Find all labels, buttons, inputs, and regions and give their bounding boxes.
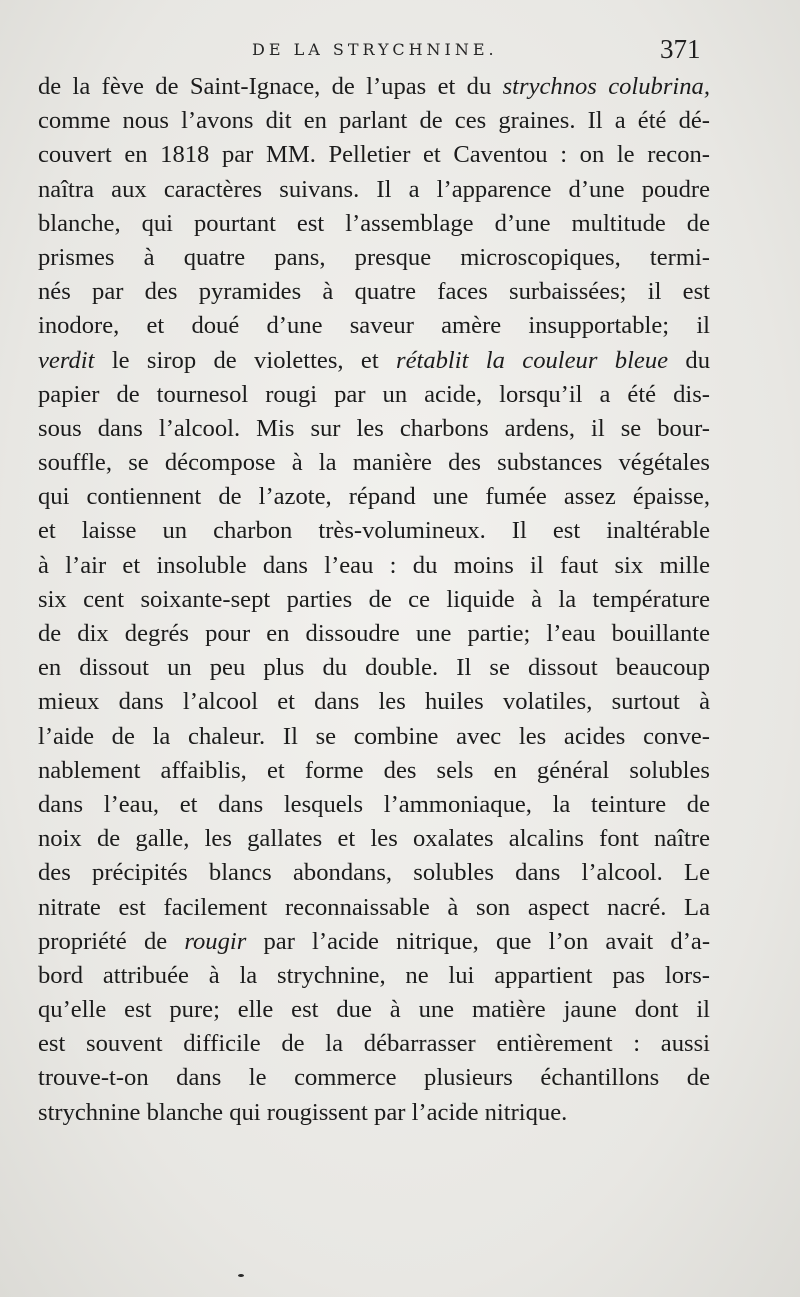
- text-line: [38, 891, 710, 925]
- text-line: [38, 1096, 710, 1130]
- text-span: est souvent difficile de la débarrasser entièrement : aussi: [38, 1030, 710, 1058]
- text-span: du: [668, 346, 711, 374]
- text-line: [38, 549, 710, 583]
- text-line: [38, 514, 710, 548]
- text-span: trouve-t-on dans le commerce plusieurs échantillons de: [38, 1064, 710, 1092]
- body-text: [38, 70, 710, 1130]
- text-line: [38, 822, 710, 856]
- text-span: souffle, se décompose à la manière des substances végétales: [38, 449, 710, 477]
- running-head: DE LA STRYCHNINE.: [252, 40, 498, 59]
- text-span: inodore, et doué d’une saveur amère insupportable; il: [38, 312, 710, 340]
- text-line: [38, 241, 710, 275]
- text-span: blanche, qui pourtant est l’assemblage d’une multitude de: [38, 209, 710, 237]
- text-span: de la fève de Saint-Ignace, de l’upas et du: [38, 73, 503, 100]
- text-line: [38, 138, 710, 172]
- text-span: l’aide de la chaleur. Il se combine avec les acides conve-: [38, 722, 710, 750]
- text-line: [38, 1027, 710, 1061]
- text-span: propriété de: [38, 927, 185, 955]
- text-line: [38, 173, 710, 207]
- text-span: qu’elle est pure; elle est due à une matière jaune dont il: [38, 996, 710, 1024]
- text-line: [38, 104, 710, 138]
- text-line: [38, 1061, 710, 1095]
- text-line: [38, 70, 710, 104]
- text-line: [38, 207, 710, 241]
- page-number: 371: [660, 34, 701, 64]
- text-span: papier de tournesol rougi par un acide, lorsqu’il a été dis-: [38, 380, 710, 408]
- text-line: [38, 378, 710, 412]
- text-span: à l’air et insoluble dans l’eau : du moins il faut six mille: [38, 551, 710, 579]
- italic-text: verdit: [38, 346, 95, 374]
- text-span: prismes à quatre pans, presque microscopiques, termi-: [38, 243, 710, 271]
- text-span: dans l’eau, et dans lesquels l’ammoniaque, la teinture de: [38, 790, 710, 818]
- text-line: [38, 480, 710, 514]
- italic-text: rétablit la couleur bleue: [396, 346, 669, 374]
- text-line: [38, 446, 710, 480]
- text-span: nés par des pyramides à quatre faces surbaissées; il est: [38, 278, 710, 306]
- text-span: mieux dans l’alcool et dans les huiles volatiles, surtout à: [38, 688, 710, 716]
- text-line: [38, 412, 710, 446]
- text-span: qui contiennent de l’azote, répand une fumée assez épaisse,: [38, 483, 710, 511]
- text-span: sous dans l’alcool. Mis sur les charbons ardens, il se bour-: [38, 414, 710, 442]
- text-span: et laisse un charbon très-volumineux. Il est inaltérable: [38, 517, 710, 545]
- text-span: le sirop de violettes, et: [94, 346, 397, 374]
- text-span: couvert en 1818 par MM. Pelletier et Caventou : on le recon-: [38, 141, 710, 169]
- text-line: [38, 720, 710, 754]
- text-span: six cent soixante-sept parties de ce liquide à la température: [38, 585, 710, 613]
- text-span: de dix degrés pour en dissoudre une partie; l’eau bouillante: [38, 620, 710, 647]
- text-span: en dissout un peu plus du double. Il se dissout beaucoup: [38, 654, 710, 682]
- text-span: naîtra aux caractères suivans. Il a l’apparence d’une poudre: [38, 175, 710, 203]
- text-span: bord attribuée à la strychnine, ne lui appartient pas lors-: [38, 961, 710, 989]
- text-span: nablement affaiblis, et forme des sels en général solubles: [38, 756, 710, 784]
- italic-text: strychnos colubrina,: [502, 73, 710, 100]
- text-line: [38, 959, 710, 993]
- text-line: [38, 309, 710, 343]
- text-span: nitrate est facilement reconnaissable à son aspect nacré. La: [38, 893, 710, 921]
- text-line: [38, 788, 710, 822]
- text-span: comme nous l’avons dit en parlant de ces graines. Il a été dé-: [38, 107, 710, 135]
- ink-speck: [238, 1274, 244, 1277]
- text-span: par l’acide nitrique, que l’on avait d’a-: [246, 927, 711, 955]
- text-line: [38, 617, 710, 651]
- text-span: strychnine blanche qui rougissent par l’acide nitrique.: [38, 1098, 568, 1126]
- text-line: [38, 651, 710, 685]
- text-line: [38, 685, 710, 719]
- text-line: [38, 856, 710, 890]
- text-span: noix de galle, les gallates et les oxalates alcalins font naître: [38, 825, 710, 853]
- text-line: [38, 583, 710, 617]
- text-line: [38, 754, 710, 788]
- text-line: [38, 275, 710, 309]
- text-span: des précipités blancs abondans, solubles dans l’alcool. Le: [38, 859, 710, 887]
- text-line: [38, 993, 710, 1027]
- italic-text: rougir: [184, 927, 247, 955]
- text-line: [38, 344, 710, 378]
- text-line: [38, 925, 710, 959]
